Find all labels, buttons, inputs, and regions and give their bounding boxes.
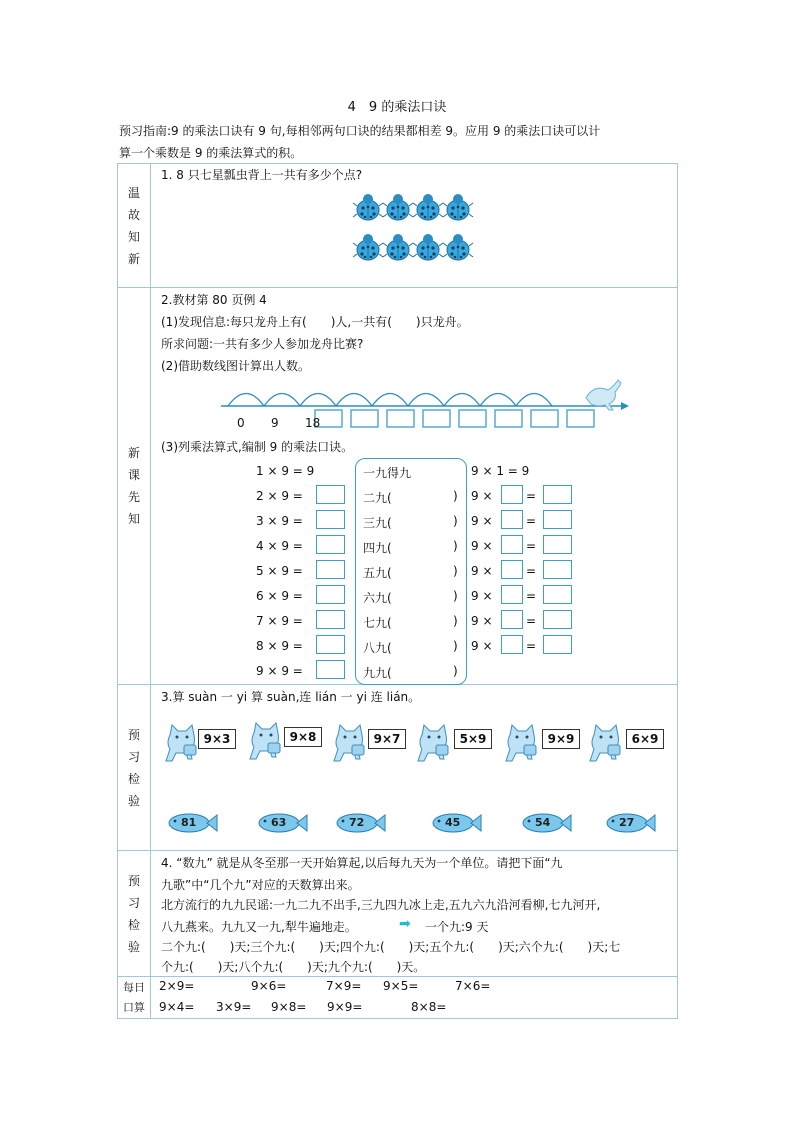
daily-item: 9×6= [251, 979, 287, 993]
q1-text: 1. 8 只七星瓢虫背上一共有多少个点? [161, 168, 363, 182]
answer-box[interactable] [543, 485, 572, 504]
q4-line-5: 二个九:( )天;三个九:( )天;四个九:( )天;五个九:( )天;六个九:( )天;七 [161, 940, 621, 954]
q4-line-3: 北方流行的九九民谣:一九二九不出手,三九四九冰上走,五九六九沿河看柳,七九河开, [161, 898, 601, 912]
factor-box[interactable] [501, 535, 523, 554]
q2-p4: (3)列乘法算式,编制 9 的乘法口诀。 [161, 440, 354, 454]
rhyme-close: ) [453, 664, 458, 678]
mult-5: 5 × 9 = [256, 564, 303, 578]
ladybug-icon [353, 194, 383, 220]
q4-cell [151, 851, 678, 977]
q1-cell [151, 164, 678, 288]
daily-item: 9×5= [383, 979, 419, 993]
q2-title: 2.教材第 80 页例 4 [161, 293, 267, 307]
ladybug-icon [383, 194, 413, 220]
ladybug-icon [443, 194, 473, 220]
q2-p1: (1)发现信息:每只龙舟上有( )人,一共有( )只龙舟。 [161, 315, 469, 329]
answer-box[interactable] [316, 485, 345, 504]
cat-icon [506, 725, 536, 761]
nl-label-18: 18 [305, 416, 321, 430]
rhyme-7: 七九( [363, 616, 392, 630]
cat-icon [418, 725, 448, 761]
answer-box[interactable] [316, 610, 345, 629]
expr-card[interactable]: 9×7 [368, 729, 406, 749]
equals: = [526, 639, 537, 653]
mult-4: 4 × 9 = [256, 539, 303, 553]
daily-item: 9×8= [271, 1000, 307, 1014]
mult-3: 3 × 9 = [256, 514, 303, 528]
section-new: 新课先知 [118, 288, 151, 685]
answer-box[interactable] [316, 560, 345, 579]
answer-box[interactable] [543, 535, 572, 554]
equals: = [526, 539, 537, 553]
rhyme-3: 三九( [363, 516, 392, 530]
answer-box[interactable] [543, 635, 572, 654]
intro-line-2: 算一个乘数是 9 的乘法算式的积。 [119, 146, 303, 160]
daily-item: 8×8= [411, 1000, 447, 1014]
arrow-icon: ➡ [399, 916, 411, 932]
factor-box[interactable] [501, 635, 523, 654]
factor-box[interactable] [501, 585, 523, 604]
expr-card[interactable]: 9×9 [542, 729, 580, 749]
equals: = [526, 489, 537, 503]
ladybug-icon [443, 234, 473, 260]
rhyme-close: ) [453, 489, 458, 503]
fish-number[interactable]: 45 [445, 816, 461, 829]
intro-line-1: 预习指南:9 的乘法口诀有 9 句,每相邻两句口诀的结果都相差 9。应用 9 的乘法口诀可以计 [119, 124, 601, 138]
expr-card[interactable]: 6×9 [626, 729, 664, 749]
q4-line-4: 八九燕来。九九又一九,犁牛遍地走。 [161, 920, 357, 934]
q4-line-1: 4. “数九” 就是从冬至那一天开始算起,以后每九天为一个单位。请把下面“九 [161, 856, 563, 870]
factor-box[interactable] [501, 485, 523, 504]
right-nine: 9 × [471, 564, 493, 578]
right-nine: 9 × [471, 514, 493, 528]
mult-6: 6 × 9 = [256, 589, 303, 603]
answer-box[interactable] [316, 510, 345, 529]
answer-box[interactable] [316, 660, 345, 679]
rhyme-close: ) [453, 639, 458, 653]
rhyme-close: ) [453, 589, 458, 603]
expr-card[interactable]: 5×9 [454, 729, 492, 749]
answer-box[interactable] [543, 510, 572, 529]
daily-item: 9×4= [159, 1000, 195, 1014]
answer-box[interactable] [316, 635, 345, 654]
daily-item: 7×6= [455, 979, 491, 993]
right-nine: 9 × [471, 539, 493, 553]
rhyme-close: ) [453, 539, 458, 553]
q4-line-2: 九歌”中“几个九”对应的天数算出来。 [161, 878, 360, 892]
fish-number[interactable]: 63 [271, 816, 287, 829]
ladybug-icon [383, 234, 413, 260]
expr-card[interactable]: 9×3 [198, 729, 236, 749]
answer-box[interactable] [316, 585, 345, 604]
right-nine: 9 × [471, 639, 493, 653]
answer-box[interactable] [543, 585, 572, 604]
equals: = [526, 514, 537, 528]
factor-box[interactable] [501, 560, 523, 579]
answer-box[interactable] [543, 610, 572, 629]
fish-number[interactable]: 72 [349, 816, 365, 829]
page-title: 4 9 的乘法口诀 [347, 100, 447, 115]
mult-1: 1 × 9 = 9 [256, 464, 315, 478]
rhyme-close: ) [453, 514, 458, 528]
factor-box[interactable] [501, 610, 523, 629]
fish-row [151, 811, 691, 845]
worksheet-table [117, 163, 678, 1019]
rhyme-close: ) [453, 564, 458, 578]
rhyme-2: 二九( [363, 491, 392, 505]
q2-cell [151, 288, 678, 685]
equals: = [526, 564, 537, 578]
mult-9: 9 × 9 = [256, 664, 303, 678]
mult-7: 7 × 9 = [256, 614, 303, 628]
rhyme-5: 五九( [363, 566, 392, 580]
equals: = [526, 589, 537, 603]
ladybug-icon [413, 234, 443, 260]
intro [119, 120, 679, 164]
q3-text: 3.算 suàn 一 yi 算 suàn,连 lián 一 yi 连 lián。 [161, 690, 421, 704]
rhyme-4: 四九( [363, 541, 392, 555]
daily-item: 2×9= [159, 979, 195, 993]
right-nine: 9 × [471, 614, 493, 628]
daily-item: 3×9= [216, 1000, 252, 1014]
cat-icon [166, 725, 196, 761]
nl-label-9: 9 [271, 416, 279, 430]
equals: = [526, 614, 537, 628]
ladybug-group [351, 190, 491, 270]
nl-label-0: 0 [237, 416, 245, 430]
right-nine: 9 × [471, 589, 493, 603]
section-daily: 每日口算 [118, 977, 151, 1019]
answer-box[interactable] [316, 535, 345, 554]
ladybug-icon [353, 234, 383, 260]
answer-box[interactable] [543, 560, 572, 579]
rhyme-6: 六九( [363, 591, 392, 605]
cat-icon [334, 725, 364, 761]
right-first: 9 × 1 = 9 [471, 464, 530, 478]
factor-box[interactable] [501, 510, 523, 529]
daily-cell [151, 977, 678, 1019]
rhyme-1: 一九得九 [363, 466, 412, 480]
ladybug-icon [413, 194, 443, 220]
rhyme-close: ) [453, 614, 458, 628]
section-review: 温故知新 [118, 164, 151, 288]
right-nine: 9 × [471, 489, 493, 503]
q4-example: 一个九:9 天 [425, 920, 489, 934]
mult-8: 8 × 9 = [256, 639, 303, 653]
daily-item: 7×9= [326, 979, 362, 993]
q2-p3: (2)借助数线图计算出人数。 [161, 359, 310, 373]
fish-number[interactable]: 27 [619, 816, 635, 829]
cat-icon [590, 725, 620, 761]
fish-number[interactable]: 81 [181, 816, 197, 829]
fish-number[interactable]: 54 [535, 816, 551, 829]
q2-p2: 所求问题:一共有多少人参加龙舟比赛? [161, 337, 364, 351]
rhyme-8: 八九( [363, 641, 392, 655]
mult-2: 2 × 9 = [256, 489, 303, 503]
number-line [216, 376, 656, 434]
cat-icon [250, 723, 280, 759]
daily-item: 9×9= [327, 1000, 363, 1014]
q4-line-6: 个九:( )天;八个九:( )天;九个九:( )天。 [161, 960, 426, 974]
section-check-1: 预习检验 [118, 685, 151, 851]
expr-card[interactable]: 9×8 [284, 727, 322, 747]
section-check-2: 预习检验 [118, 851, 151, 977]
rhyme-9: 九九( [363, 666, 392, 680]
q3-cell [151, 685, 678, 851]
